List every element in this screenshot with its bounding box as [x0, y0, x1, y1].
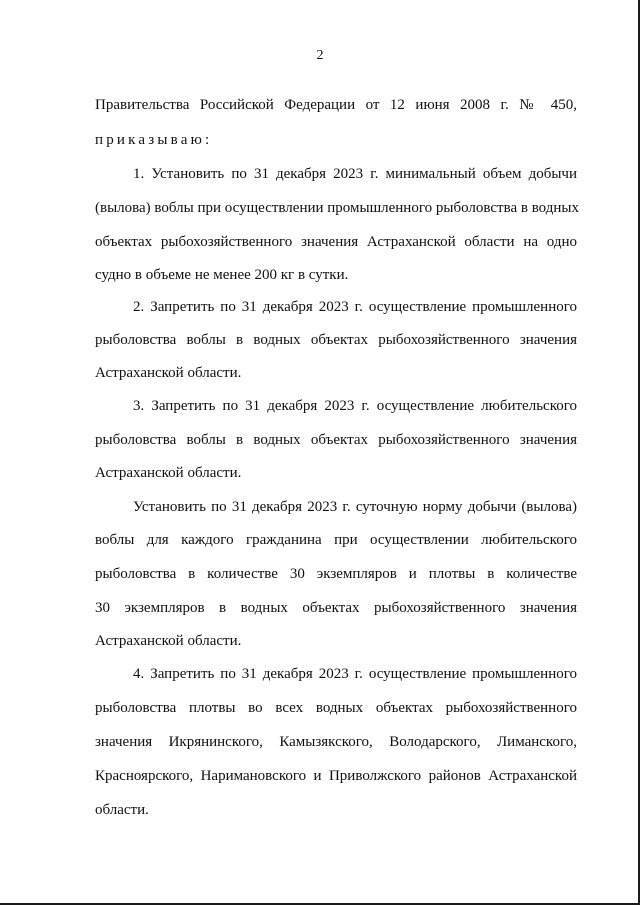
paragraph-2-line-3: Астраханской области.	[95, 365, 242, 381]
paragraph-1-line-1: 1. Установить по 31 декабря 2023 г. минимальный объем добычи	[133, 166, 577, 182]
paragraph-3b-line-3: рыболовства в количестве 30 экземпляров и плотвы в количестве	[95, 566, 577, 582]
paragraph-4-line-3: значения Икрянинского, Камызякского, Володарского, Лиманского,	[95, 734, 577, 750]
paragraph-2-line-2: рыболовства воблы в водных объектах рыбохозяйственного значения	[95, 332, 577, 348]
paragraph-3-line-3: Астраханской области.	[95, 465, 242, 481]
paragraph-3b-line-5: Астраханской области.	[95, 633, 242, 649]
paragraph-3-line-1: 3. Запретить по 31 декабря 2023 г. осуществление любительского	[133, 398, 577, 414]
paragraph-3b-line-2: воблы для каждого гражданина при осуществлении любительского	[95, 532, 577, 548]
paragraph-3b-line-1: Установить по 31 декабря 2023 г. суточную норму добычи (вылова)	[133, 499, 577, 515]
paragraph-1-line-4: судно в объеме не менее 200 кг в сутки.	[95, 267, 349, 283]
paragraph-3b-line-4: 30 экземпляров в водных объектах рыбохозяйственного значения	[95, 600, 577, 616]
paragraph-1-line-3: объектах рыбохозяйственного значения Астраханской области на одно	[95, 234, 577, 250]
paragraph-4-line-1: 4. Запретить по 31 декабря 2023 г. осуществление промышленного	[133, 666, 577, 682]
text-line-continuation: Правительства Российской Федерации от 12 июня 2008 г. № 450,	[95, 97, 577, 113]
paragraph-3-line-2: рыболовства воблы в водных объектах рыбохозяйственного значения	[95, 432, 577, 448]
page-number: 2	[316, 48, 324, 63]
paragraph-2-line-1: 2. Запретить по 31 декабря 2023 г. осуществление промышленного	[133, 299, 577, 315]
text-line-order-word: приказываю:	[95, 132, 213, 148]
paragraph-4-line-2: рыболовства плотвы во всех водных объектах рыбохозяйственного	[95, 700, 577, 716]
paragraph-4-line-5: области.	[95, 802, 149, 818]
paragraph-4-line-4: Красноярского, Наримановского и Приволжского районов Астраханской	[95, 768, 577, 784]
paragraph-1-line-2: (вылова) воблы при осуществлении промышленного рыболовства в водных	[95, 200, 579, 216]
